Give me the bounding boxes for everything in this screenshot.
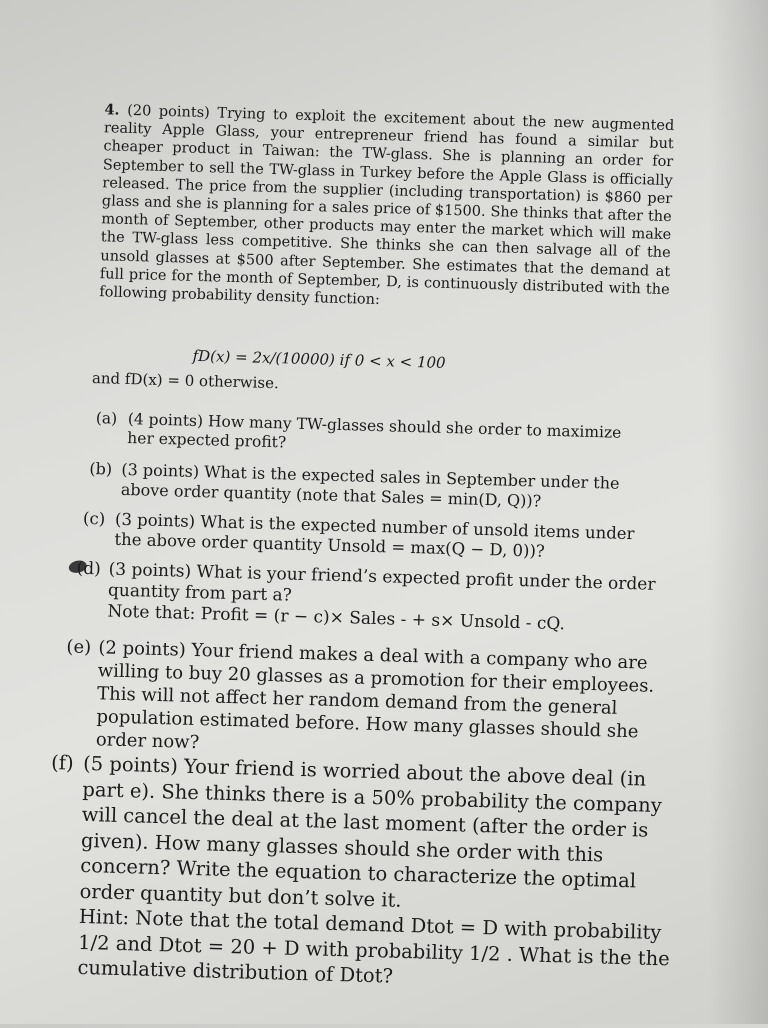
part-f	[45, 750, 681, 997]
part-d-label: (d)	[76, 558, 102, 580]
part-a-label: (a)	[95, 409, 118, 428]
part-e	[64, 635, 667, 767]
part-e-text: (2 points) Your friend makes a deal with a company who are willing to buy 20 glasses as a promotion for their employees. This will not affect her random demand from the general population estimated before. How many glasses should she order now?	[95, 637, 655, 754]
exam-page	[34, 90, 729, 1028]
part-d	[75, 559, 657, 638]
part-f-body	[77, 751, 681, 997]
problem-intro	[99, 101, 674, 317]
part-c	[82, 509, 653, 565]
part-b	[89, 459, 655, 514]
problem-statement	[99, 101, 674, 317]
part-f-hint: Hint: Note that the total demand Dtot = D with probability 1/2 and Dtot = 20 + D with probability 1/2 . What is the the cumulative distribution of Dtot?	[77, 904, 671, 988]
problem-points: (20 points)	[126, 102, 211, 122]
part-c-text: (3 points) What is the expected number of unsold items under the above order quantity Unsold = max(Q − D, 0))?	[114, 509, 635, 561]
part-d-text: (3 points) What is your friend’s expected profit under the order quantity from part a?	[107, 559, 656, 606]
density-otherwise: and fD(x) = 0 otherwise.	[91, 369, 280, 393]
part-d-note: Note that: Profit = (r − c)× Sales - + s× Unsold - cQ.	[107, 601, 566, 635]
part-d-body	[107, 560, 657, 638]
problem-intro-text: Trying to exploit the excitement about the new augmented reality Apple Glass, your entrepreneur friend has found a similar but cheaper product in Taiwan: the TW-glass. She is planning an order for September to sell the TW-glass in Turkey before the Apple Glass is officially released. The price from the supplier (including transportation) is $860 per glass and she is planning for a sales price of $1500. She thinks that after the month of September, other products may enter the market which will make the TW-glass less competitive. She thinks she can then salvage all of the unsold glasses at $500 after September. She estimates that the demand at full price for the month of September, D, is continuously distributed with the following probability density function:	[99, 105, 675, 309]
problem-number: 4.	[104, 101, 120, 119]
part-a	[95, 409, 651, 462]
part-a-text: (4 points) How many TW-glasses should she order to maximize her expected profit?	[127, 410, 622, 452]
density-formula: fD(x) = 2x/(10000) if 0 < x < 100	[192, 346, 446, 372]
part-f-label: (f)	[50, 751, 74, 775]
part-b-text: (3 points) What is the expected sales in September under the above order quantity (note that Sales = min(D, Q))?	[120, 459, 620, 511]
part-b-label: (b)	[89, 458, 113, 479]
part-c-label: (c)	[82, 508, 106, 529]
part-e-label: (e)	[66, 636, 92, 659]
part-f-text: (5 points) Your friend is worried about the above deal (in part e). She thinks there is a 50% probability the company will cancel the deal at the last moment (after the order is given). How many glasses should she order with this concern? Write the equation to characterize the optimal order quantity but don’t solve it.	[79, 751, 663, 912]
